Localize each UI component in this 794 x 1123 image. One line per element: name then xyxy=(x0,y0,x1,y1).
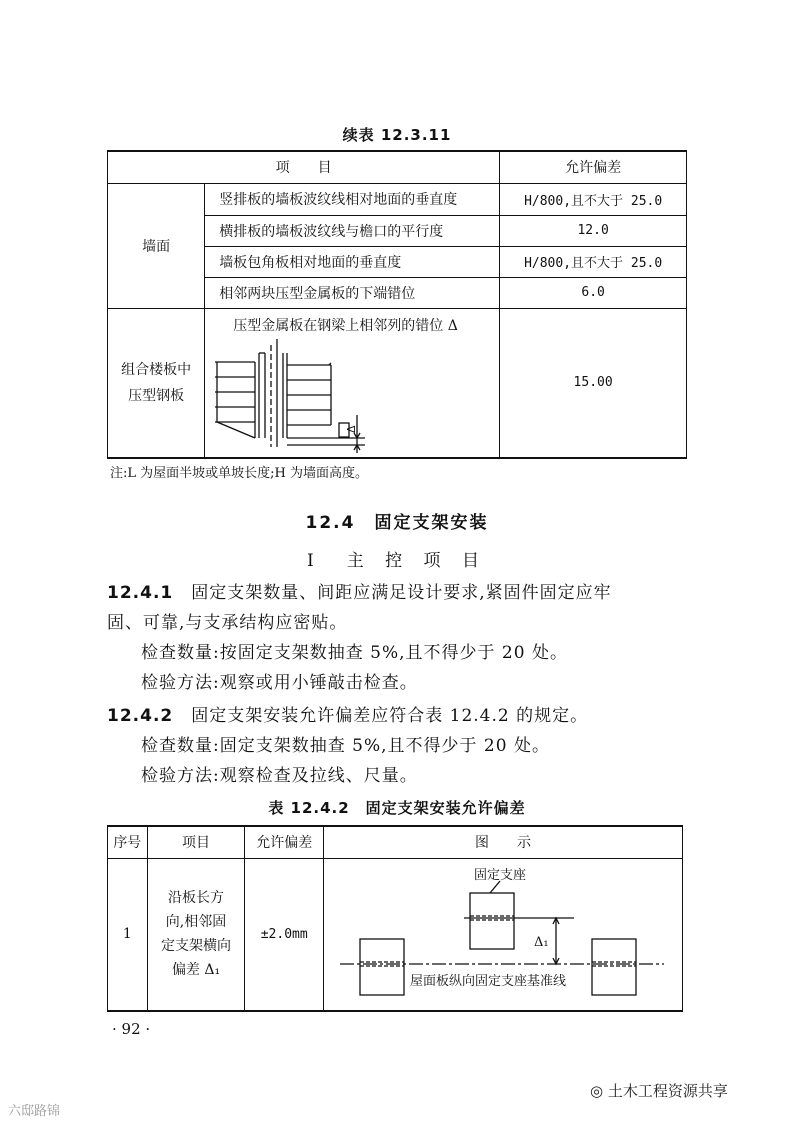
clause-number: 12.4.1 xyxy=(107,583,174,603)
table2-header-item: 项目 xyxy=(147,826,245,858)
table1-group2-item: 压型金属板在钢梁上相邻列的错位 Δ xyxy=(233,317,458,334)
table1-note: 注:L 为屋面半坡或单坡长度;H 为墙面高度。 xyxy=(110,466,368,481)
table2-row-item-line: 沿板长方 xyxy=(168,890,225,906)
table2-figure-cell xyxy=(323,858,682,1011)
table1-row-tolerance: H/800,且不大于 25.0 xyxy=(500,183,687,215)
table1-header-tolerance: 允许偏差 xyxy=(500,151,687,183)
table1 xyxy=(107,150,687,459)
table2-row-tolerance: ±2.0mm xyxy=(245,858,324,1011)
table1-row-item: 竖排板的墙板波纹线相对地面的垂直度 xyxy=(205,183,500,215)
clause-12-4-2 xyxy=(107,701,707,791)
clause-number: 12.4.2 xyxy=(107,706,174,726)
table1-group2-tolerance: 15.00 xyxy=(500,308,687,458)
table2 xyxy=(107,825,683,1012)
table2-header-figure: 图 示 xyxy=(323,826,682,858)
table1-group2-label-line2: 压型钢板 xyxy=(128,387,185,404)
clause-check-quantity: 检查数量:固定支架数抽查 5%,且不得少于 20 处。 xyxy=(141,736,550,756)
table1-group2-label-line1: 组合楼板中 xyxy=(121,361,192,378)
table2-row-item xyxy=(147,858,245,1011)
table1-row-tolerance: H/800,且不大于 25.0 xyxy=(500,246,687,277)
table1-row-item: 墙板包角板相对地面的垂直度 xyxy=(205,246,500,277)
clause-text: 固定支架安装允许偏差应符合表 12.4.2 的规定。 xyxy=(191,706,589,726)
table2-header-tolerance: 允许偏差 xyxy=(245,826,324,858)
section-subtitle: Ⅰ 主 控 项 目 xyxy=(307,551,487,571)
table2-row-item-line: 定支架横向 xyxy=(161,938,232,954)
table1-group2-label xyxy=(108,308,205,458)
clause-12-4-1 xyxy=(107,578,707,698)
clause-check-method: 检验方法:观察或用小锤敲击检查。 xyxy=(141,673,418,693)
table1-caption: 续表 12.3.11 xyxy=(342,126,452,144)
watermark-left: 六邸路锦 xyxy=(8,1104,61,1119)
deck-offset-figure xyxy=(205,335,499,453)
table2-header-no: 序号 xyxy=(108,826,148,858)
table2-caption: 表 12.4.2 固定支架安装允许偏差 xyxy=(268,799,526,817)
table2-row-item-line: 偏差 Δ₁ xyxy=(171,962,221,978)
page-number: · 92 · xyxy=(112,1020,151,1038)
clause-check-method: 检验方法:观察检查及拉线、尺量。 xyxy=(141,766,418,786)
table1-header-item: 项 目 xyxy=(108,151,500,183)
section-title: 12.4 固定支架安装 xyxy=(305,513,489,533)
support-baseline-label: 屋面板纵向固定支座基准线 xyxy=(409,973,566,989)
clause-check-quantity: 检查数量:按固定支架数抽查 5%,且不得少于 20 处。 xyxy=(141,643,568,663)
wechat-icon: ◎ xyxy=(590,1082,604,1100)
table1-group2-cell xyxy=(205,308,500,458)
table2-row-no: 1 xyxy=(108,858,148,1011)
table1-group1-label: 墙面 xyxy=(108,183,205,308)
support-top-label: 固定支座 xyxy=(473,867,526,883)
clause-text-cont: 固、可靠,与支承结构应密贴。 xyxy=(107,613,348,633)
table1-row-tolerance: 6.0 xyxy=(500,277,687,308)
support-offset-figure xyxy=(324,859,682,1006)
table1-row-item: 横排板的墙板波纹线与檐口的平行度 xyxy=(205,215,500,246)
clause-text: 固定支架数量、间距应满足设计要求,紧固件固定应牢 xyxy=(191,583,612,603)
table2-row-item-line: 向,相邻固 xyxy=(165,914,227,930)
watermark-right-text: 土木工程资源共享 xyxy=(607,1082,728,1100)
support-delta-label: Δ₁ xyxy=(533,934,549,950)
table1-row-item: 相邻两块压型金属板的下端错位 xyxy=(205,277,500,308)
table1-row-tolerance: 12.0 xyxy=(500,215,687,246)
deck-offset-delta-label: Δ xyxy=(345,424,359,433)
watermark-right xyxy=(590,1080,728,1101)
